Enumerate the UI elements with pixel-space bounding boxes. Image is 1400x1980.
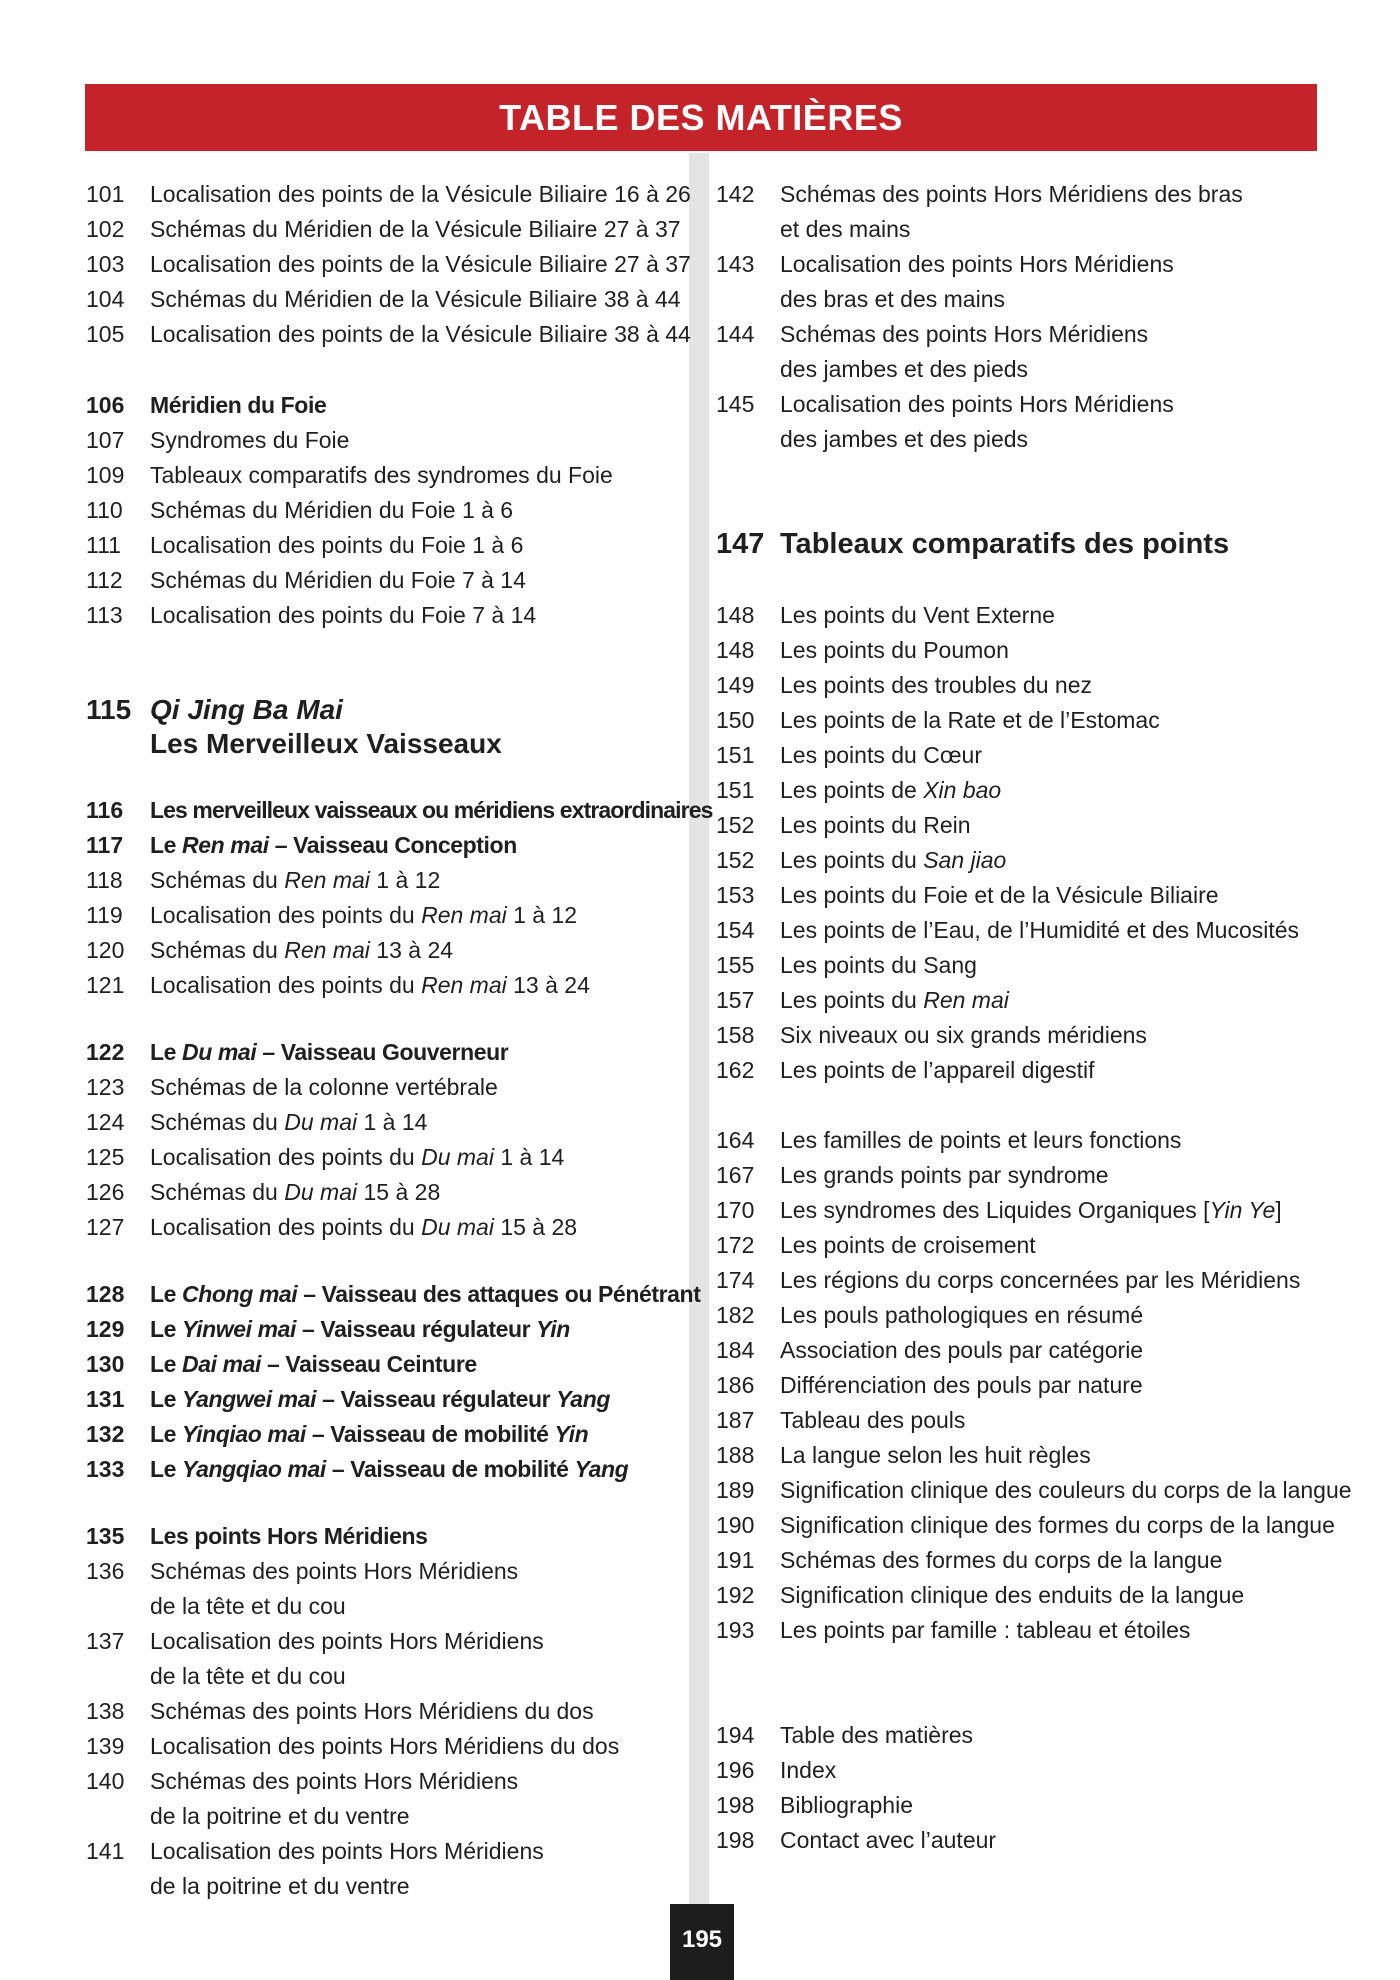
title-italic: Yinqiao mai — [182, 1421, 306, 1447]
entry-page: 111 — [86, 532, 121, 558]
entry-title: Les points du Sang — [780, 952, 977, 978]
entry-title: Schémas du Méridien de la Vésicule Biliaire 27 à 37 — [150, 216, 681, 242]
entry-page: 136 — [86, 1558, 125, 1584]
title-italic: Yin — [536, 1316, 570, 1342]
entry-page: 132 — [86, 1421, 125, 1447]
entry-title: Schémas des points Hors Méridiens — [150, 1558, 519, 1584]
entry-title: Schémas des points Hors Méridiens des bras — [780, 181, 1243, 207]
entry-page: 145 — [716, 391, 755, 417]
entry-page: 124 — [86, 1109, 125, 1135]
entry-page: 162 — [716, 1057, 755, 1083]
entry-page: 158 — [716, 1022, 755, 1048]
entry-title — [150, 1452, 628, 1487]
entry-title-continued: des jambes et des pieds — [780, 356, 1029, 382]
entry-title-continued: de la tête et du cou — [150, 1663, 346, 1689]
entry-title: La langue selon les huit règles — [780, 1442, 1091, 1468]
title-part: 1 à 12 — [506, 902, 578, 928]
entry-page: 139 — [86, 1733, 125, 1759]
entry-page: 135 — [86, 1523, 125, 1549]
page-title: TABLE DES MATIÈRES — [85, 84, 1317, 151]
entry-title: Les points de l’appareil digestif — [780, 1057, 1095, 1083]
entry-title: Les pouls pathologiques en résumé — [780, 1302, 1144, 1328]
entry-title: Les points Hors Méridiens — [150, 1523, 428, 1549]
entry-page: 157 — [716, 987, 755, 1013]
title-italic: Chong mai — [182, 1281, 298, 1307]
chapter-title-italic: Qi Jing Ba Mai — [150, 694, 343, 725]
entry-title: Les points du Vent Externe — [780, 602, 1055, 628]
title-part: – Vaisseau Ceinture — [261, 1351, 477, 1377]
title-part: Schémas du — [150, 937, 285, 963]
title-italic: Dai mai — [182, 1351, 262, 1377]
entry-title — [150, 863, 440, 898]
entry-title: Les régions du corps concernées par les Méridiens — [780, 1267, 1301, 1293]
title-part: Schémas du — [150, 1179, 285, 1205]
entry-page: 103 — [86, 251, 125, 277]
entry-page: 174 — [716, 1267, 755, 1293]
entry-title: Les familles de points et leurs fonctions — [780, 1127, 1182, 1153]
entry-title: Index — [780, 1757, 837, 1783]
entry-page: 154 — [716, 917, 755, 943]
entry-page: 152 — [716, 812, 755, 838]
entry-page: 187 — [716, 1407, 755, 1433]
title-italic: Ren mai — [421, 972, 507, 998]
entry-page: 137 — [86, 1628, 125, 1654]
entry-page: 106 — [86, 392, 125, 418]
entry-page: 127 — [86, 1214, 125, 1240]
entry-page: 102 — [86, 216, 125, 242]
title-part: Schémas du — [150, 1109, 285, 1135]
title-italic: Du mai — [421, 1144, 494, 1170]
title-italic: Ren mai — [421, 902, 507, 928]
title-part: Localisation des points du — [150, 972, 422, 998]
title-part: 15 à 28 — [493, 1214, 578, 1240]
entry-title: Localisation des points de la Vésicule Biliaire 38 à 44 — [150, 321, 691, 347]
entry-page: 131 — [86, 1386, 125, 1412]
entry-page: 194 — [716, 1722, 755, 1748]
title-italic: Yin — [554, 1421, 589, 1447]
entry-title: Schémas des points Hors Méridiens — [150, 1768, 519, 1794]
entry-title: Localisation des points Hors Méridiens — [150, 1838, 544, 1864]
entry-title — [150, 1105, 427, 1140]
entry-title: Schémas des points Hors Méridiens du dos — [150, 1698, 594, 1724]
title-part: Les points du — [780, 847, 924, 873]
entry-title: Schémas des formes du corps de la langue — [780, 1547, 1223, 1573]
title-part: 15 à 28 — [357, 1179, 441, 1205]
title-part: Le — [150, 1316, 183, 1342]
title-italic: Du mai — [182, 1039, 257, 1065]
entry-title — [150, 1035, 508, 1070]
entry-page: 133 — [86, 1456, 125, 1482]
title-part: Le — [150, 1039, 183, 1065]
entry-title: Contact avec l’auteur — [780, 1827, 997, 1853]
entry-title: Bibliographie — [780, 1792, 913, 1818]
entry-page: 144 — [716, 321, 755, 347]
entry-page: 101 — [86, 181, 125, 207]
entry-page: 184 — [716, 1337, 755, 1363]
chapter-title — [150, 693, 343, 727]
entry-title: Localisation des points du Foie 1 à 6 — [150, 532, 524, 558]
entry-page: 113 — [86, 602, 123, 628]
title-italic: Xin bao — [923, 777, 1002, 803]
entry-title: Syndromes du Foie — [150, 427, 350, 453]
entry-title — [150, 1140, 564, 1175]
entry-page: 121 — [86, 972, 125, 998]
entry-title: Localisation des points du Foie 7 à 14 — [150, 602, 537, 628]
entry-title: Différenciation des pouls par nature — [780, 1372, 1143, 1398]
title-italic: San jiao — [923, 847, 1007, 873]
entry-title-continued: de la poitrine et du ventre — [150, 1803, 410, 1829]
entry-title: Les points du Foie et de la Vésicule Biliaire — [780, 882, 1219, 908]
entry-page: 170 — [716, 1197, 755, 1223]
entry-page: 119 — [86, 902, 123, 928]
entry-page: 152 — [716, 847, 755, 873]
entry-title: Signification clinique des enduits de la langue — [780, 1582, 1245, 1608]
entry-title-continued: de la tête et du cou — [150, 1593, 346, 1619]
title-part: – Vaisseau Gouverneur — [256, 1039, 509, 1065]
entry-page: 116 — [86, 797, 124, 823]
entry-page: 140 — [86, 1768, 125, 1794]
title-italic: Yangwei mai — [182, 1386, 317, 1412]
title-italic: Du mai — [284, 1179, 358, 1205]
entry-title: Les points du Poumon — [780, 637, 1009, 663]
entry-title: Localisation des points de la Vésicule Biliaire 27 à 37 — [150, 251, 691, 277]
entry-page: 198 — [716, 1792, 755, 1818]
entry-title — [150, 1175, 440, 1210]
entry-page: 196 — [716, 1757, 755, 1783]
entry-page: 190 — [716, 1512, 755, 1538]
entry-page: 198 — [716, 1827, 755, 1853]
chapter-title: Tableaux comparatifs des points — [780, 528, 1230, 560]
title-italic: Du mai — [421, 1214, 494, 1240]
title-part: – Vaisseau des attaques ou Pénétrant — [297, 1281, 701, 1307]
entry-page: 130 — [86, 1351, 125, 1377]
entry-title-continued: des bras et des mains — [780, 286, 1006, 312]
entry-title: Schémas des points Hors Méridiens — [780, 321, 1149, 347]
title-part: – Vaisseau régulateur — [316, 1386, 557, 1412]
entry-page: 151 — [716, 742, 755, 768]
title-italic: Du mai — [284, 1109, 358, 1135]
title-part: Localisation des points du — [150, 902, 422, 928]
entry-title — [780, 1193, 1282, 1228]
column-divider — [689, 153, 709, 1904]
entry-title — [780, 773, 1001, 808]
entry-page: 193 — [716, 1617, 755, 1643]
entry-title: Schémas du Méridien du Foie 7 à 14 — [150, 567, 526, 593]
entry-page: 123 — [86, 1074, 125, 1100]
entry-title: Les points des troubles du nez — [780, 672, 1092, 698]
entry-page: 182 — [716, 1302, 755, 1328]
title-italic: Ren mai — [923, 987, 1009, 1013]
entry-title: Les points du Rein — [780, 812, 971, 838]
entry-page: 150 — [716, 707, 755, 733]
entry-title: Les grands points par syndrome — [780, 1162, 1109, 1188]
title-part: – Vaisseau régulateur — [296, 1316, 537, 1342]
entry-title — [150, 898, 577, 933]
entry-title: Localisation des points Hors Méridiens — [150, 1628, 544, 1654]
entry-page: 189 — [716, 1477, 755, 1503]
entry-title: Les points du Cœur — [780, 742, 982, 768]
title-part: 1 à 12 — [369, 867, 441, 893]
entry-title-continued: et des mains — [780, 216, 911, 242]
entry-page: 109 — [86, 462, 125, 488]
entry-title — [780, 843, 1006, 878]
title-part: Localisation des points du — [150, 1144, 422, 1170]
entry-title: Tableau des pouls — [780, 1407, 966, 1433]
entry-page: 148 — [716, 637, 755, 663]
entry-title: Schémas de la colonne vertébrale — [150, 1074, 498, 1100]
entry-page: 191 — [716, 1547, 755, 1573]
entry-page: 149 — [716, 672, 755, 698]
entry-page: 167 — [716, 1162, 755, 1188]
title-part: – Vaisseau de mobilité — [305, 1421, 555, 1447]
title-part: Schémas du — [150, 867, 285, 893]
entry-page: 105 — [86, 321, 125, 347]
entry-page: 112 — [86, 567, 123, 593]
title-italic: Yang — [556, 1386, 610, 1412]
entry-page: 138 — [86, 1698, 125, 1724]
entry-page: 155 — [716, 952, 755, 978]
title-part: 1 à 14 — [357, 1109, 428, 1135]
entry-title — [150, 1312, 570, 1347]
entry-page: 142 — [716, 181, 755, 207]
entry-title: Signification clinique des couleurs du corps de la langue — [780, 1477, 1352, 1503]
title-italic: Yin Ye — [1209, 1197, 1276, 1223]
entry-page: 188 — [716, 1442, 755, 1468]
entry-title: Localisation des points de la Vésicule Biliaire 16 à 26 — [150, 181, 691, 207]
title-part: 13 à 24 — [369, 937, 454, 963]
entry-page: 125 — [86, 1144, 125, 1170]
entry-page: 117 — [86, 832, 124, 858]
entry-page: 118 — [86, 867, 123, 893]
entry-title: Les points de la Rate et de l’Estomac — [780, 707, 1160, 733]
entry-page: 129 — [86, 1316, 125, 1342]
entry-page: 141 — [86, 1838, 125, 1864]
entry-page: 172 — [716, 1232, 755, 1258]
entry-title: Association des pouls par catégorie — [780, 1337, 1144, 1363]
title-part: 13 à 24 — [506, 972, 590, 998]
entry-title-continued: des jambes et des pieds — [780, 426, 1029, 452]
entry-title: Schémas du Méridien de la Vésicule Biliaire 38 à 44 — [150, 286, 681, 312]
entry-title — [150, 1210, 577, 1245]
entry-title — [150, 968, 590, 1003]
entry-page: 128 — [86, 1281, 125, 1307]
title-italic: Yang — [574, 1456, 629, 1482]
entry-title: Les points de croisement — [780, 1232, 1036, 1258]
title-part: Le — [150, 1421, 183, 1447]
entry-title — [150, 1382, 610, 1417]
title-part: Les syndromes des Liquides Organiques [ — [780, 1197, 1210, 1223]
title-part: Le — [150, 1456, 183, 1482]
entry-title — [150, 1417, 588, 1452]
entry-title: Localisation des points Hors Méridiens — [780, 391, 1174, 417]
entry-page: 122 — [86, 1039, 125, 1065]
entry-page: 164 — [716, 1127, 755, 1153]
entry-page: 148 — [716, 602, 755, 628]
entry-title: Localisation des points Hors Méridiens du dos — [150, 1733, 620, 1759]
entry-page: 126 — [86, 1179, 125, 1205]
entry-page: 107 — [86, 427, 125, 453]
entry-page: 186 — [716, 1372, 755, 1398]
title-part: Le — [150, 1386, 183, 1412]
entry-title: Schémas du Méridien du Foie 1 à 6 — [150, 497, 514, 523]
entry-title: Les merveilleux vaisseaux ou méridiens extraordinaires — [150, 797, 713, 823]
entry-title — [150, 828, 517, 863]
entry-page: 120 — [86, 937, 125, 963]
entry-page: 153 — [716, 882, 755, 908]
title-part: Les points du — [780, 987, 924, 1013]
title-italic: Ren mai — [284, 937, 370, 963]
entry-title — [150, 1347, 477, 1382]
chapter-subtitle: Les Merveilleux Vaisseaux — [150, 728, 502, 759]
page-number: 195 — [670, 1904, 734, 1980]
entry-title: Six niveaux ou six grands méridiens — [780, 1022, 1147, 1048]
entry-title — [780, 983, 1009, 1018]
title-part: 1 à 14 — [493, 1144, 565, 1170]
entry-page: 192 — [716, 1582, 755, 1608]
chapter-page: 147 — [716, 528, 765, 560]
title-part: – Vaisseau de mobilité — [325, 1456, 575, 1482]
title-italic: Ren mai — [284, 867, 370, 893]
entry-title: Signification clinique des formes du corps de la langue — [780, 1512, 1335, 1538]
entry-title: Table des matières — [780, 1722, 974, 1748]
entry-title: Tableaux comparatifs des syndromes du Foie — [150, 462, 613, 488]
entry-page: 151 — [716, 777, 755, 803]
entry-title: Méridien du Foie — [150, 392, 327, 418]
title-italic: Ren mai — [182, 832, 269, 858]
entry-page: 110 — [86, 497, 123, 523]
title-part: – Vaisseau Conception — [268, 832, 517, 858]
entry-title: Les points de l’Eau, de l’Humidité et des Mucosités — [780, 917, 1300, 943]
entry-title — [150, 933, 453, 968]
title-part: Le — [150, 1351, 183, 1377]
entry-title — [150, 1277, 700, 1312]
chapter-page: 115 — [86, 694, 132, 725]
entry-title: Localisation des points Hors Méridiens — [780, 251, 1174, 277]
entry-page: 104 — [86, 286, 125, 312]
title-part: Le — [150, 832, 183, 858]
entry-title: Les points par famille : tableau et étoiles — [780, 1617, 1191, 1643]
title-italic: Yinwei mai — [182, 1316, 297, 1342]
entry-title-continued: de la poitrine et du ventre — [150, 1873, 410, 1899]
title-part: Localisation des points du — [150, 1214, 422, 1240]
title-italic: Yangqiao mai — [182, 1456, 326, 1482]
title-part: ] — [1275, 1197, 1282, 1223]
title-part: Le — [150, 1281, 183, 1307]
entry-page: 143 — [716, 251, 755, 277]
title-part: Les points de — [780, 777, 924, 803]
